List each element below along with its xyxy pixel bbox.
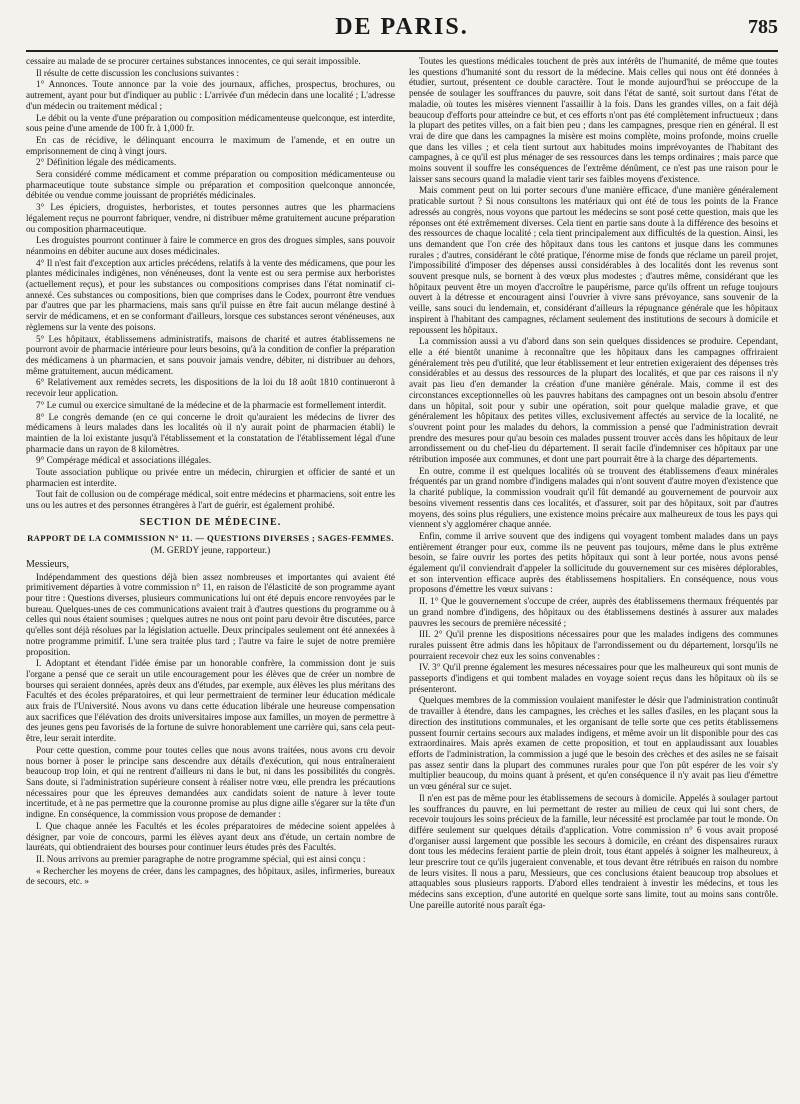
paragraph: Mais comment peut on lui porter secours d'une manière efficace, d'une manière généralement praticable surtout ? Si nous consultons les matériaux qui ont été de tous les points de la France adressés au congrès, nous voyons que partout les médecins se sont posé cette question, mais que les réponses ont été extrêmement diverses. Cela tient en partie sans doute à la différence des besoins et des ressources de chaque localité ; cela tient principalement aux difficultés de la question. Ainsi, les uns demandent que l'on crée des hôpitaux dans tous les cantons et jusque dans les communes rurales ; d'autres, considérant le côté pratique, l'énorme mise de fonds que réclame un pareil projet, l'impossibilité d'imposer des dépenses aussi considérables à des localités dont les revenus sont souvent presque nuls, se bornent à des vœux plus modestes ; d'autres même, considérant que les hôpitaux peuvent être un moyen d'accroître le paupérisme, parce qu'ils offrent un refuge toujours ouvert à la détresse et encouragent ainsi l'ouvrier à vivre sans prévoyance, sans souvenir de la veille, sans souci du lendemain, et, considérant d'ailleurs la répugnance générale que les hôpitaux inspirent à l'habitant des campagnes, réclament seulement des institutions de secours à domicile et repoussent les hôpitaux. (409, 185, 778, 335)
report-title: RAPPORT DE LA COMMISSION N° 11. — QUESTIONS DIVERSES ; SAGES-FEMMES. (27, 532, 394, 543)
two-column-body (26, 56, 778, 912)
paragraph: 2° Définition légale des médicaments. (36, 157, 177, 168)
paragraph: Il résulte de cette discussion les conclusions suivantes : (36, 67, 240, 78)
paragraph: Pour cette question, comme pour toutes celles que nous avons traitées, nous avons cru devoir nous borner à poser le principe sans descendre aux détails d'exécution, qui nous entraîneraient beaucoup trop loin, et qui ne rentrent d'ailleurs ni dans le but, ni dans les possibilités du congrès. Sans doute, si l'administration supérieure consent à réaliser notre vœu, elle prendra les précautions nécessaires pour que les épreuves demandées aux candidats soient de nature à lever toute incertitude, et à ne pas permettre que la couronne promise au plus digne aille s'égarer sur la tête d'un indigne. En conséquence, la commission vous propose de demander : (26, 744, 395, 820)
paragraph: En outre, comme il est quelques localités où se trouvent des établissemens d'eaux minérales fréquentés par un grand nombre d'indigens malades qui n'ont souvent d'autre moyen d'existence que la charité publique, la commission voudrait qu'il fût demandé au gouvernement de pourvoir aux besoins vivement ressentis dans ces localités, et d'assurer, soit par des hôpitaux, soit par d'autres moyens, des soins plus réguliers, une existence moins précaire aux malheureux de tous les pays qui viennent s'y agglomérer chaque année. (409, 465, 778, 530)
paragraph: I. Que chaque année les Facultés et les écoles préparatoires de médecine soient appelées à désigner, par voie de concours, parmi les élèves ayant deux ans d'étude, un certain nombre de lauréats, qui obtiendraient des bourses pour continuer leurs études près des Facultés. (26, 820, 395, 853)
paragraph: Il n'en est pas de même pour les établissemens de secours à domicile. Appelés à soulager partout les souffrances du pauvre, en lui permettant de rester au milieu de ceux qui lui sont chers, de recevoir toujours les soins précieux de la famille, leur nécessité est proclamée par tout le monde. On différe seulement sur quelques détails d'application. Votre commission n° 6 vous avait proposé d'organiser aussi largement que possible les secours à domicile, en créant des dispensaires ruraux dont tous les médecins feraient partie de plein droit, tous étant appelés à soigner les malheureux, à leur prescrire tout ce qu'ils jugeraient convenable, et tous devant être rétribués en raison du nombre de leurs visites. Il nous a paru, Messieurs, que ces conclusions étaient beaucoup trop absolues et attaquables sous plusieurs rapports. D'abord elles tendraient à investir les médecins, et tous les médecins sans exception, d'une autorité en quelque sorte sans limite, tout au moins sans contrôle. Une pareille autorité nous paraît éga- (409, 792, 778, 910)
page-header (26, 14, 778, 44)
paragraph: III. 2° Qu'il prenne les dispositions nécessaires pour que les malades indigens des communes rurales puissent être admis dans les hôpitaux de l'arrondissement ou du département, lorsqu'ils ne pourraient recevoir chez eux les soins convenables : (409, 629, 778, 661)
paragraph: 4° Il n'est fait d'exception aux articles précédens, relatifs à la vente des médicamens, que pour les plantes médicinales indigènes, non vénéneuses, dont la vente est ou sera permise aux herboristes (actuellement reçus), et pour les substances ou compositions comprises dans l'état nominatif ci-annexé. Ces substances ou compositions, bien que comprises dans le Codex, pourront être vendues par d'autres que par les pharmaciens, mais sans qu'il puisse en être fait aucun mélange destiné à servir de médicamens, et en se conformant d'ailleurs, lorsque ces substances seront vénéneuses, aux règlemens sur la vente des poisons. (26, 257, 395, 332)
paragraph: « Rechercher les moyens de créer, dans les campagnes, des hôpitaux, asiles, infirmeries, bureaux de secours, etc. » (26, 865, 395, 887)
paragraph: La commission aussi a vu d'abord dans son sein quelques dissidences se produire. Cependant, elle a été bientôt unanime à reconnaître que les hôpitaux dans les campagnes offriraient généralement très peu d'utilité, que leur établissement et leur entretien exigeraient des dépenses très considérables et au dessus des ressources de la plupart des localités, et que par ces raisons il n'y avait pas lieu d'en demander la création d'une manière générale. Mais, comme il est des circonstances exceptionnelles où les pauvres habitans des campagnes ont un besoin absolu d'entrer dans un hôpital, soit pour y subir une opération, soit pour quelque maladie grave, et que généralement les hôpitaux des petites villes, exclusivement affectés au service de la localité, ne s'ouvrent point pour les malades du dehors, la commission a pensé que l'administration devrait prendre des mesures pour qu'au besoin ces malades pussent trouver accès dans les hôpitaux de leur arrondissement ou du chef-lieu du département. Il serait facile d'indemniser ces hôpitaux par une rétribution imposée aux communes, et dont une part pourrait être à la charge des départements. (409, 336, 778, 465)
paragraph: Le débit ou la vente d'une préparation ou composition médicamenteuse quelconque, est interdite, sous peine d'une amende de 100 fr. à 1,000 fr. (26, 112, 395, 134)
paragraph: Toute association publique ou privée entre un médecin, chirurgien et officier de santé et un pharmacien est interdite. (26, 467, 395, 488)
section-title: SECTION DE MÉDECINE. (139, 516, 282, 528)
paragraph: Enfin, comme il arrive souvent que des indigens qui voyagent tombent malades dans un pays entièrement étranger pour eux, comme ils ne peuvent pas toujours, même dans le plus extrême besoin, se faire ouvrir les portes des petits hôpitaux qui sont à leur portée, nous avons pensé également qu'il conviendrait d'appeler la sollicitude du gouvernement sur ces misères déplorables, et son intervention efficace auprès des établissemens hospitaliers. En conséquence, nous vous proposons d'émettre les vœux suivans : (409, 530, 778, 595)
paragraph: I. Adoptant et étendant l'idée émise par un honorable confrère, la commission dont je suis l'organe a pensé que ce serait un utile encouragement pour les élèves que de créer un nombre de bourses qui seraient données, après deux ans d'études, par exemple, aux élèves les plus méritans des Facultés et des écoles préparatoires, et qui leur permettraient de terminer leur éducation médicale aux frais de l'Université. Nous avons vu dans cette éducation libérale une heureuse compensation aux sacrifices que l'élévation des droits universitaires impose aux familles, un moyen de permettre à des jeunes gens peu favorisés de la fortune de suivre honorablement une carrière qui, sans cela peut-être, leur serait interdite. (26, 658, 395, 744)
header-rule (26, 50, 778, 52)
paragraph: II. Nous arrivons au premier paragraphe de notre programme spécial, qui est ainsi conçu : (36, 853, 366, 864)
paragraph: En cas de récidive, le délinquant encourra le maximum de l'amende, et en outre un emprisonnement de cinq à vingt jours. (26, 134, 395, 156)
paragraph: Quelques membres de la commission voulaient manifester le désir que l'administration continuât de travailler à étendre, dans les campagnes, les crèches et les salles d'asiles, en les plaçant sous la direction des institutions communales, et les organisant de telle sorte que ces petits établissemens pussent fournir certains secours aux malades indigens, et même avoir un lit disponible pour des cas extraordinaires. Mais après examen de cette proposition, et tout en applaudissant aux louables efforts de l'administration, la commission a jugé que le besoin des crèches et des asiles ne se faisait pas assez sentir dans la plupart des communes rurales pour que l'on pût espérer de les voir s'y multiplier beaucoup, du moins quant à présent, et qu'en conséquence il n'y avait pas lieu d'émettre un vœu général sur ce sujet. (409, 695, 778, 792)
paragraph: 6° Relativement aux remèdes secrets, les dispositions de la loi du 18 août 1810 continueront à recevoir leur application. (26, 377, 395, 399)
paragraph: IV. 3° Qu'il prenne également les mesures nécessaires pour que les malheureux qui sont munis de passeports d'indigens et qui tombent malades en voyage soient reçus dans les hôpitaux où ils se présenteront. (409, 662, 778, 694)
paragraph: Toutes les questions médicales touchent de près aux intérêts de l'humanité, de même que toutes les questions d'humanité sont du ressort de la médecine. Mais celles qui nous ont été données à étudier, surtout, présentent ce double caractère. Tout le monde aujourd'hui se préoccupe de la pensée de soulager les souffrances du pauvre, soit dans l'état de santé, soit surtout dans l'état de maladie, où toutes les misères viennent l'assaillir à la fois. Dans les grandes villes, on a fait déjà beaucoup d'efforts pour atteindre ce but, et ces efforts n'ont pas été complètement infructueux ; dans la plupart des petites villes, on a fait bien peu ; dans les campagnes, presque rien en général. Il est vrai de dire que dans les campagnes la misère est moins complète, moins profonde, moins cruelle que dans les villes ; et cela tient surtout aux habitudes moins imprévoyantes de l'habitant des campagnes, à ce qu'il est plus ménager de ses ressources dans les temps ordinaires ; mais parce que moins souvent il souffre les conséquences de l'extrême dénûment, ce n'est pas une raison pour le laisser sans secours quand la maladie vient tarir ses faibles moyens d'existence. (409, 56, 778, 184)
paragraph: 1° Annonces. Toute annonce par la voie des journaux, affiches, prospectus, brochures, ou autrement, ayant pour but d'indiquer au public : L'arrivée d'un médecin dans une localité ; L'adresse d'un médecin ou traitement médical ; (26, 79, 395, 111)
paragraph: 5° Les hôpitaux, établissemens administratifs, maisons de charité et autres établissemens ne pourront avoir de pharmacie intérieure pour leurs besoins, qu'à la condition de confier la préparation des médicamens à un pharmacien, et sans pouvoir jamais vendre, débiter, ni distribuer au dehors, même gratuitement, aucun médicament. (26, 333, 395, 376)
paragraph: 8° Le congrès demande (en ce qui concerne le droit qu'auraient les médecins de livrer des médicamens à leurs malades dans les localités où il n'y aurait point de pharmacien établi) le maintien de la loi existante jusqu'à l'établissement et la constatation de l'établissement légal d'une pharmacie dans un rayon de 8 kilomètres. (26, 411, 395, 454)
page-number: 785 (748, 16, 778, 38)
paragraph: 3° Les épiciers, droguistes, herboristes, et toutes personnes autres que les pharmaciens légalement reçus ne pourront fabriquer, vendre, ni distribuer même gratuitement aucune préparation ou composition pharmaceutique. (26, 202, 395, 234)
left-column (26, 56, 395, 912)
paragraph: Tout fait de collusion ou de compérage médical, soit entre médecins et pharmaciens, soit entre les uns ou les autres et des personnes étrangères à l'art de guérir, est également prohibé. (26, 489, 395, 511)
paragraph: II. 1° Que le gouvernement s'occupe de créer, auprès des établissemens thermaux fréquentés par un grand nombre d'indigens, des hôpitaux ou des établissemens destinés à assurer aux malades pauvres les secours de première nécessité ; (409, 596, 778, 628)
paragraph: Les droguistes pourront continuer à faire le commerce en gros des drogues simples, sans pouvoir néanmoins en débiter aucune aux doses médicinales. (26, 235, 395, 256)
paragraph: 9° Compérage médical et associations illégales. (36, 455, 212, 466)
rapporteur-line: (M. GERDY jeune, rapporteur.) (150, 546, 271, 557)
paragraph: 7° Le cumul ou exercice simultané de la médecine et de la pharmacie est formellement interdit. (36, 399, 387, 410)
running-title: DE PARIS. (335, 14, 469, 40)
right-column (409, 56, 778, 912)
paragraph: cessaire au malade de se procurer certaines substances innocentes, ce qui serait impossible. (26, 56, 361, 66)
paragraph: Sera considéré comme médicament et comme préparation ou composition médicamenteuse ou pharmaceutique toute substance simple ou préparation et composition quelconque annoncée, débitée ou vendue comme jouissant de propriétés médicinales. (26, 169, 395, 201)
salutation: Messieurs, (26, 558, 70, 570)
paragraph: Indépendamment des questions déjà bien assez nombreuses et importantes qui avaient été primitivement départies à votre commission n° 11, en raison de l'élasticité de son programme ayant pour titre : Questions diverses, plusieurs communications lui ont été depuis encore renvoyées par le bureau. Quelques-unes de ces communications avaient trait à d'autres questions du programme ou à celles qui nous étaient soumises ; quelques autres ne nous ont point paru devoir être discutées, parce qu'elles sont déjà résolues par la législation actuelle. Deux principales seulement ont été annexées à notre programme primitif. L'une sera traitée plus tard ; l'autre va faire le sujet de notre première proposition. (26, 571, 395, 657)
